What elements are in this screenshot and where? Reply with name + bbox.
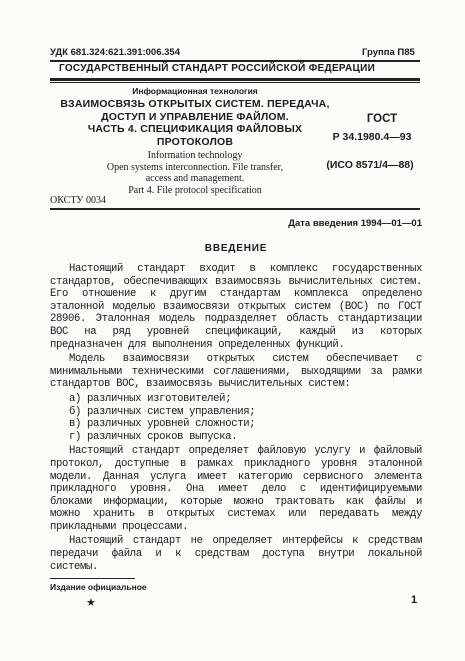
title-block [50,86,340,148]
paragraph-3: Настоящий стандарт определяет файловую услугу и файловый протокол, доступные в рамках прикладного уровня эталонной модели. Данная услуга имеет категорию сервисного элемента прикладного уровня. Она имеет дело с идентифицируемыми блоками информации, которые можно трактовать как файлы и можно хранить в открытых системах или передавать между прикладными процессами. [50,445,422,533]
paragraph-1: Настоящий стандарт входит в комплекс государственных стандартов, обеспечивающих взаимосвязь вычислительных систем. Его отношение к другим стандартам комплекса определено эталонной моделью взаимосвязи открытых систем (ВОС) по ГОСТ 28906. Эталонная модель подразделяет область стандартизации ВОС на ряд уровней спецификаций, каждый из которых предназначен для выполнения определенных функций. [50,263,422,351]
double-rule-thick [50,78,420,81]
iso-number: (ИСО 8571/4—88) [326,159,414,171]
gost-number: Р 34.1980.4—93 [332,131,412,143]
english-line-1: Information technology [147,150,243,161]
list-item: б) различных систем управления; [69,405,256,418]
paragraph-4: Настоящий стандарт не определяет интерфейсы к средствам передачи файла и к средствам доступа внутри локальной системы. [50,535,422,573]
okstu-code: ОКСТУ 0034 [50,195,107,206]
body-text [50,263,422,575]
footer-rule [50,578,135,579]
english-line-3: access and management. [145,173,245,184]
paragraph-2: Модель взаимосвязи открытых систем обеспечивает с минимальными техническими соглашениями, выходящими за рамки стандартов ВОС, взаимосвязь вычислительных систем: [50,353,422,391]
double-rule-thin [50,82,420,83]
category-label: Информационная технология [132,86,258,96]
udk-code: УДК 681.324:621.391:006.354 [50,47,180,58]
intro-date: Дата введения 1994—01—01 [288,218,422,229]
standard-title: ГОСУДАРСТВЕННЫЙ СТАНДАРТ РОССИЙСКОЙ ФЕДЕРАЦИИ [59,63,376,74]
list-item: г) различных сроков выпуска. [69,430,238,443]
list-item: а) различных изготовителей; [69,392,232,405]
english-line-4: Part 4. File protocol specification [128,184,262,196]
star-icon: ★ [86,597,96,609]
edition-label: Издание официальное [50,582,147,592]
title-line-3: ЧАСТЬ 4. СПЕЦИФИКАЦИЯ ФАЙЛОВЫХ [87,123,303,135]
title-line-4: ПРОТОКОЛОВ [156,135,234,148]
section-rule [50,208,420,210]
title-line-2: ДОСТУП И УПРАВЛЕНИЕ ФАЙЛОМ. [101,110,289,123]
title-line-1: ВЗАИМОСВЯЗЬ ОТКРЫТЫХ СИСТЕМ. ПЕРЕДАЧА, [60,98,330,110]
english-title [50,150,340,196]
page-number: 1 [411,594,418,606]
gost-label: ГОСТ [366,113,398,125]
section-title: ВВЕДЕНИЕ [204,243,268,254]
group-code: Группа П85 [362,47,415,58]
english-line-2: Open systems interconnection. File transfer, [106,161,284,173]
top-rule [50,60,420,62]
list-item: в) различных уровней сложности; [69,418,256,431]
